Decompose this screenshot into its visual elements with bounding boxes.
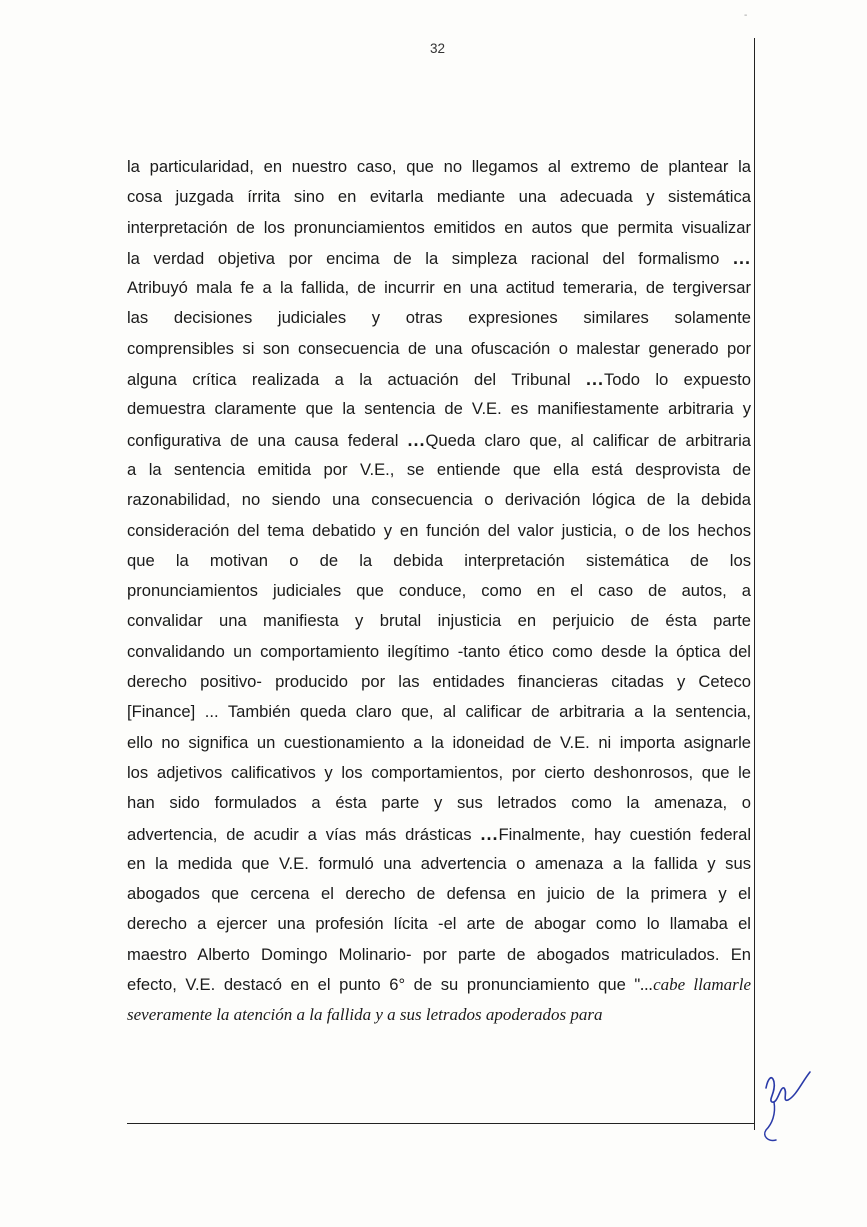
text-line xyxy=(127,243,751,273)
line-dots: ... xyxy=(732,247,751,268)
text-line xyxy=(127,213,751,243)
line-quote: ...cabe llamarle xyxy=(640,975,751,995)
text-line xyxy=(127,1000,751,1030)
line-text: en la medida que V.E. formuló una advertencia o amenaza a la fallida y sus xyxy=(127,853,751,873)
line-text: convalidar una manifiesta y brutal injusticia en perjuicio de ésta parte xyxy=(127,611,751,631)
line-text: maestro Alberto Domingo Molinario- por parte de abogados matriculados. En xyxy=(127,944,751,964)
text-line xyxy=(127,728,751,758)
text-line xyxy=(127,606,751,636)
line-text: demuestra claramente que la sentencia de V.E. es manifiestamente arbitraria y xyxy=(127,399,751,419)
line-dots: ... xyxy=(407,429,426,450)
text-line xyxy=(127,455,751,485)
line-text: Atribuyó mala fe a la fallida, de incurrir en una actitud temeraria, de tergiversar xyxy=(127,278,751,298)
text-line xyxy=(127,970,751,1000)
text-line xyxy=(127,879,751,909)
text-line xyxy=(127,394,751,424)
line-text: la particularidad, en nuestro caso, que no llegamos al extremo de plantear la xyxy=(127,157,751,176)
line-text: derecho positivo- producido por las entidades financieras citadas y Ceteco xyxy=(127,672,751,692)
text-line xyxy=(127,576,751,606)
line-text: que la motivan o de la debida interpretación sistemática de los xyxy=(127,550,751,570)
line-post: Queda claro que, al calificar de arbitraria xyxy=(425,430,751,450)
text-line xyxy=(127,788,751,818)
line-pre: alguna crítica realizada a la actuación del Tribunal xyxy=(127,370,586,390)
text-line xyxy=(127,364,751,394)
text-line xyxy=(127,273,751,303)
bottom-margin-rule xyxy=(127,1123,755,1124)
right-margin-rule xyxy=(754,38,755,1130)
text-line xyxy=(127,637,751,667)
line-text: han sido formulados a ésta parte y sus letrados como la amenaza, o xyxy=(127,793,751,813)
text-line xyxy=(127,516,751,546)
line-text: las decisiones judiciales y otras expresiones similares solamente xyxy=(127,308,751,328)
line-text: interpretación de los pronunciamientos emitidos en autos que permita visualizar xyxy=(127,217,751,237)
text-line xyxy=(127,425,751,455)
line-text: los adjetivos calificativos y los comportamientos, por cierto deshonrosos, que le xyxy=(127,762,751,782)
page-number: 32 xyxy=(429,41,446,56)
line-text: a la sentencia emitida por V.E., se entiende que ella está desprovista de xyxy=(127,459,751,479)
text-line xyxy=(127,182,751,212)
text-line xyxy=(127,758,751,788)
margin-mark: - xyxy=(744,10,748,21)
line-pre: la verdad objetiva por encima de la simpleza racional del formalismo xyxy=(127,248,733,268)
body-text xyxy=(127,152,751,1031)
line-pre: configurativa de una causa federal xyxy=(127,430,408,450)
line-text: pronunciamientos judiciales que conduce, como en el caso de autos, a xyxy=(127,581,751,601)
line-text: comprensibles si son consecuencia de una ofuscación o malestar generado por xyxy=(127,338,751,358)
line-text: abogados que cercena el derecho de defensa en juicio de la primera y el xyxy=(127,884,751,904)
line-quote: severamente la atención a la fallida y a sus letrados apoderados para xyxy=(127,1005,603,1025)
text-line xyxy=(127,546,751,576)
text-line xyxy=(127,485,751,515)
line-post: Finalmente, hay cuestión federal xyxy=(498,824,751,844)
text-line xyxy=(127,152,751,182)
line-post: Todo lo expuesto xyxy=(603,370,751,390)
line-dots: ... xyxy=(480,823,499,844)
text-line xyxy=(127,697,751,727)
line-text: razonabilidad, no siendo una consecuencia o derivación lógica de la debida xyxy=(127,490,751,510)
text-line xyxy=(127,303,751,333)
line-dots: ... xyxy=(585,369,604,390)
line-text: [Finance] ... También queda claro que, al calificar de arbitraria a la sentencia, xyxy=(127,702,751,722)
text-line xyxy=(127,819,751,849)
line-text: convalidando un comportamiento ilegítimo -tanto ético como desde la óptica del xyxy=(127,641,751,661)
handwritten-initial-signature xyxy=(758,1058,818,1148)
text-line xyxy=(127,334,751,364)
line-pre: advertencia, de acudir a vías más drásticas xyxy=(127,824,481,844)
line-text: ello no significa un cuestionamiento a la idoneidad de V.E. ni importa asignarle xyxy=(127,732,751,752)
line-text: consideración del tema debatido y en función del valor justicia, o de los hechos xyxy=(127,520,751,540)
text-line xyxy=(127,667,751,697)
text-line xyxy=(127,940,751,970)
line-text: derecho a ejercer una profesión lícita -el arte de abogar como lo llamaba el xyxy=(127,914,751,934)
text-line xyxy=(127,909,751,939)
text-line xyxy=(127,849,751,879)
line-pre: efecto, V.E. destacó en el punto 6° de su pronunciamiento que " xyxy=(127,975,641,995)
line-text: cosa juzgada írrita sino en evitarla mediante una adecuada y sistemática xyxy=(127,187,751,207)
